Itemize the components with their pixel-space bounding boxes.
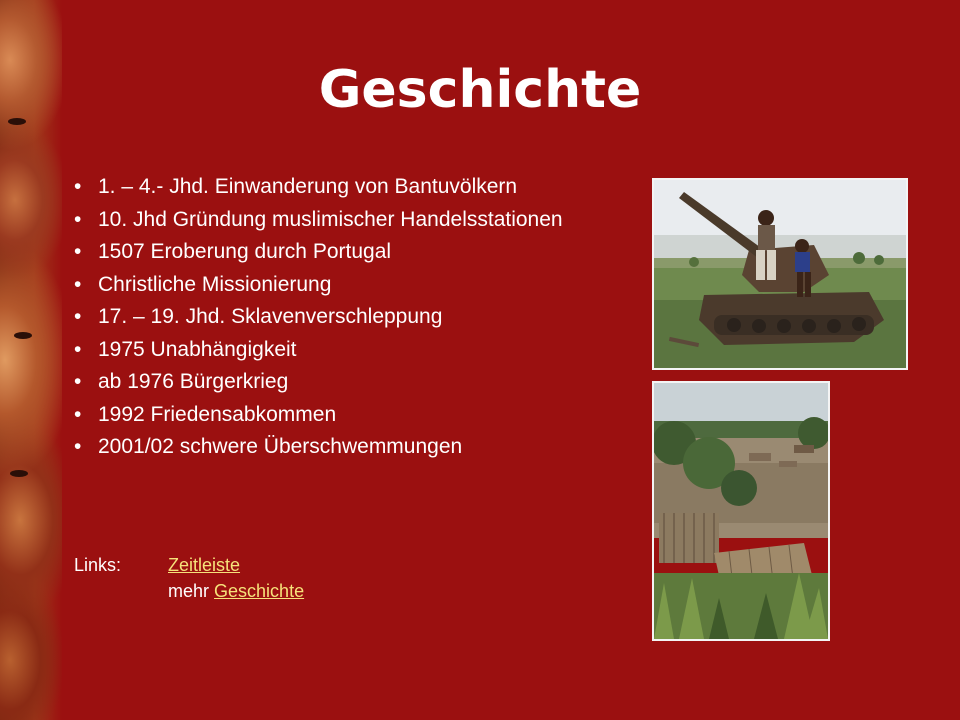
bullet-item: • 10. Jhd Gründung muslimischer Handelsstationen — [74, 207, 563, 231]
bullet-icon: • — [74, 175, 82, 198]
link-geschichte[interactable]: Geschichte — [214, 581, 305, 601]
bullet-icon: • — [74, 240, 82, 263]
bullet-list — [74, 176, 644, 469]
bullet-icon: • — [74, 435, 82, 458]
flood-photo — [652, 381, 830, 641]
link-zeitleiste[interactable]: Zeitleiste — [168, 555, 241, 575]
bullet-icon: • — [74, 370, 82, 393]
bullet-item: • 1507 Eroberung durch Portugal — [74, 240, 392, 263]
bullet-item: • 2001/02 schwere Überschwemmungen — [74, 435, 463, 458]
bullet-icon: • — [74, 337, 82, 361]
links-label: Links: — [74, 555, 122, 575]
tank-photo — [652, 178, 908, 370]
bullet-icon: • — [74, 272, 82, 296]
bullet-item: • 1975 Unabhängigkeit — [74, 337, 297, 361]
bullet-item: • 1992 Friedensabkommen — [74, 402, 337, 426]
bullet-item: • 17. – 19. Jhd. Sklavenverschleppung — [74, 305, 443, 328]
more-prefix: mehr — [168, 581, 210, 601]
bullet-item: • 1. – 4.- Jhd. Einwanderung von Bantuvölkern — [74, 175, 518, 198]
bullet-item: • ab 1976 Bürgerkrieg — [74, 370, 289, 393]
slide-title: Geschichte — [318, 60, 642, 120]
bullet-icon: • — [74, 207, 82, 231]
bullet-icon: • — [74, 402, 82, 426]
bullet-item: • Christliche Missionierung — [74, 272, 332, 296]
links-section — [74, 552, 304, 604]
bullet-icon: • — [74, 305, 82, 328]
